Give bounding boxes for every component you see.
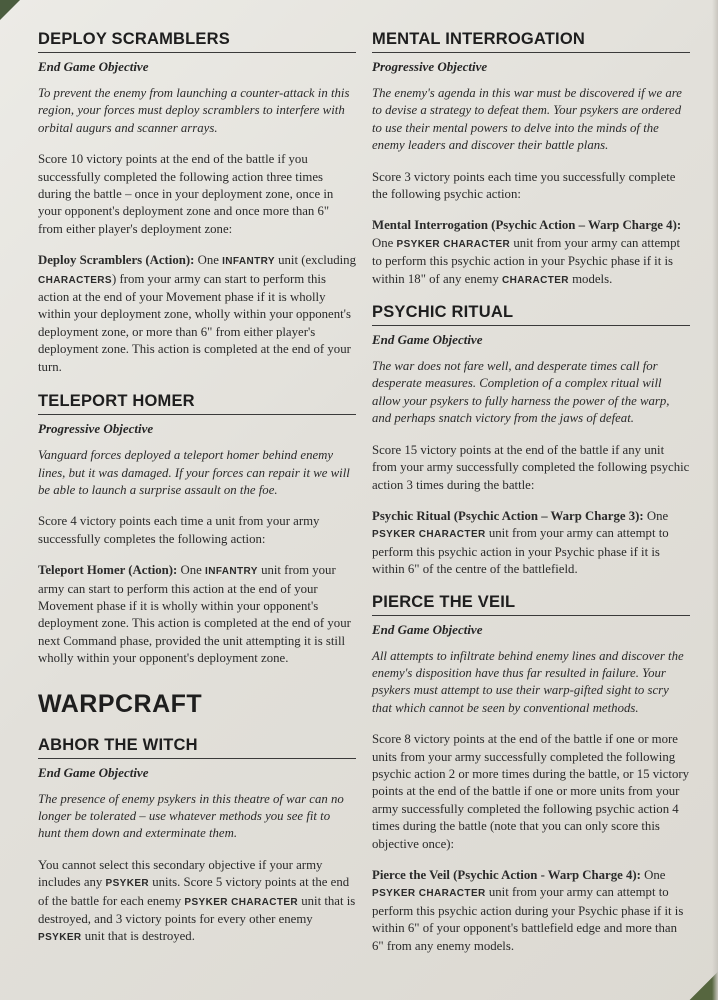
action-text-part: ) from your army can start to perform this action at the end of your Movement phase if it is wholly within your deployment zone, wholly within your opponent's deployment zone, or more than 6" from either player's deployment zone. This action is completed at the end of your turn. [38,271,351,374]
section-subtitle: End Game Objective [38,764,149,780]
psychic-ritual-section [372,301,690,578]
page-edge-shadow [712,0,718,1000]
action-text-part: unit from your army can attempt to perform this psychic action during your Psychic phase if it is within 6" of your opponent's battlefield edge and more than 6" from any enemy models. [372,885,684,953]
keyword: PSYKER [105,878,150,890]
action-text-part: One [372,235,397,250]
rule-text [38,857,356,947]
keyword: PSYKER CHARACTER [372,529,486,541]
pierce-the-veil-section [372,591,690,956]
flavor-text: The enemy's agenda in this war must be discovered if we are to devise a strategy to defeat them. Your psykers are ordered to use their mental powers to delve into the minds of the enemy leaders and discover their battle plans. [372,86,682,153]
keyword: PSYKER CHARACTER [396,238,511,250]
chapter-title: WARPCRAFT [38,689,203,718]
score-text: Score 8 victory points at the end of the battle if one or more units from your army successfully completed the following psychic action 2 or more times during the battle, or 15 victory points at the end of the battle if one or more units from your army successfully completed the following psychic action 4 times during the battle (note that you can only score this objective once): [372,732,689,851]
keyword: INFANTRY [222,256,275,268]
action-text-part: One [640,868,666,882]
rule-text-part: You cannot select this secondary objective if your army includes any [38,857,323,890]
score-text: Score 15 victory points at the end of the battle if any unit from your army successfully completed the following psychic action 3 times during the battle: [372,442,690,492]
corner-decoration [0,0,22,22]
section-subtitle: End Game Objective [38,59,149,74]
action-text-part: One [194,253,223,268]
section-subtitle: End Game Objective [372,621,483,637]
score-text: Score 3 victory points each time you successfully complete the following psychic action: [372,169,676,202]
section-subtitle: Progressive Objective [38,421,154,437]
action-label: Teleport Homer (Action): [38,563,178,578]
section-subtitle: End Game Objective [372,332,483,348]
section-subtitle: Progressive Objective [372,59,488,74]
rule-text-part: unit that is destroyed, and 3 victory points for every other enemy [38,893,356,926]
mental-interrogation-section [372,28,690,289]
action-text [372,217,690,289]
action-text [38,562,356,667]
action-text-part: unit (excluding [274,253,356,268]
score-text: Score 10 victory points at the end of the battle if you successfully completed the following action three times during the battle – once in your deployment zone, once in your opponent's deployment zone and once more than 6" from either player's deployment zone: [38,152,334,236]
flavor-text: The war does not fare well, and desperate times call for desperate measures. Completion of a complex ritual will allow your psykers to fully harness the power of the warp, and perhaps snatch victory from the jaws of defeat. [372,359,670,426]
rule-text-part: unit that is destroyed. [81,929,195,944]
flavor-text: All attempts to infiltrate behind enemy lines and discover the enemy's disposition have thus far resulted in failure. Your psykers must attempt to use their warp-gifted sight to scry that which cannot be seen by conventional methods. [372,648,684,715]
section-title: PSYCHIC RITUAL [372,301,690,326]
keyword: PSYKER [38,932,82,944]
keyword: PSYKER CHARACTER [184,896,299,908]
action-text-part: unit from your army can start to perform this action at the end of your Movement phase if it is wholly within your opponent's deployment zone. This action is completed at the end of your next Command phase, provided the unit attempting it is still wholly within your opponent's deployment zone. [38,563,351,666]
action-text-part: unit from your army can attempt to perform this psychic action in your Psychic phase if it is within 18" of any enemy [372,235,681,286]
action-text-part: models. [568,271,613,286]
action-text [372,508,690,579]
section-title: ABHOR THE WITCH [38,734,356,759]
action-label: Psychic Ritual (Psychic Action – Warp Charge 3): [372,508,644,523]
section-title: TELEPORT HOMER [38,390,356,415]
keyword: INFANTRY [205,566,258,578]
keyword: PSYKER CHARACTER [372,888,486,900]
action-text-part: One [177,563,206,578]
section-title: PIERCE THE VEIL [372,591,690,616]
section-title: DEPLOY SCRAMBLERS [38,28,356,53]
action-text [372,867,690,955]
action-label: Mental Interrogation (Psychic Action – Warp Charge 4): [372,218,682,233]
right-column [372,28,690,955]
action-label: Pierce the Veil (Psychic Action - Warp Charge 4): [372,868,641,882]
keyword: CHARACTERS [38,274,112,286]
rule-text-part: units. Score 5 victory points at the end of the battle for each enemy [38,875,350,908]
action-label: Deploy Scramblers (Action): [38,253,195,268]
left-column [38,28,356,947]
teleport-homer-section [38,390,356,667]
deploy-scramblers-section [38,28,356,376]
action-text [38,252,356,376]
flavor-text: Vanguard forces deployed a teleport homer behind enemy lines, but it was damaged. If your forces can repair it we will be able to launch a surprise assault on the foe. [38,448,350,497]
abhor-the-witch-section [38,734,356,947]
flavor-text: To prevent the enemy from launching a counter-attack in this region, your forces must deploy scramblers to interfere with orbital augurs and scanner arrays. [38,86,350,135]
flavor-text: The presence of enemy psykers in this theatre of war can no longer be tolerated – use whatever methods you see fit to hunt them down and exterminate them. [38,791,344,841]
keyword: CHARACTER [501,274,569,286]
action-text-part: One [643,508,669,523]
section-title: MENTAL INTERROGATION [372,28,690,53]
action-text-part: unit from your army can attempt to perform this psychic action in your Psychic phase if it is within 6" of the centre of the battlefield. [372,526,669,577]
score-text: Score 4 victory points each time a unit from your army successfully completes the following action: [38,514,320,546]
